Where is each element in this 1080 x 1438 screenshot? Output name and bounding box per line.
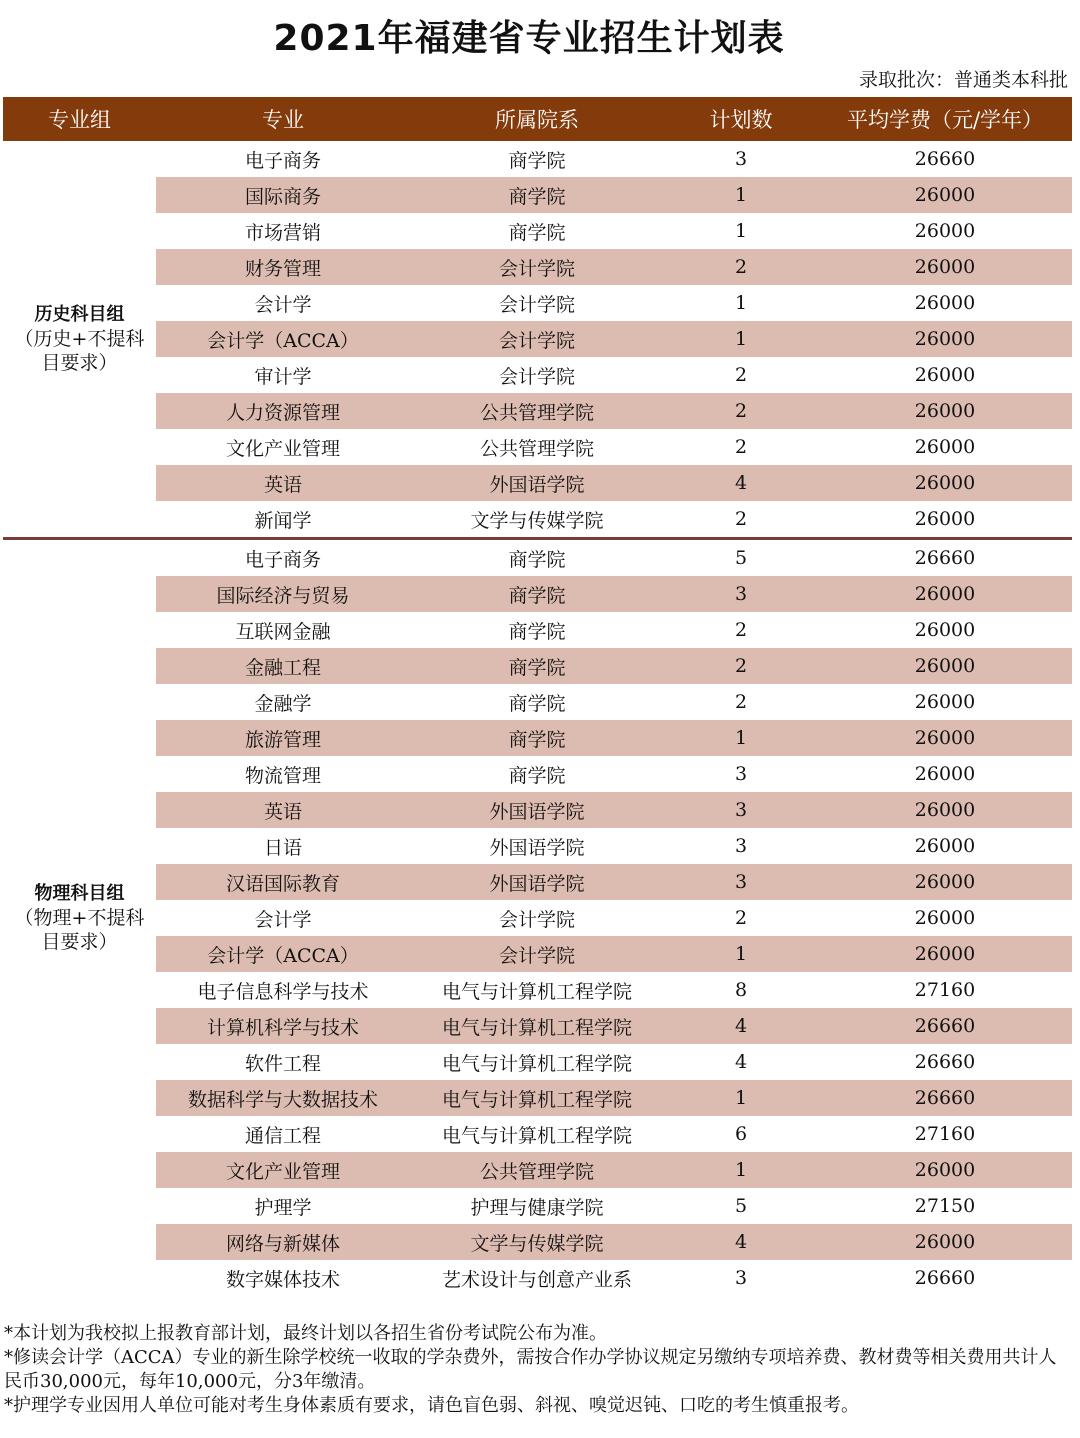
subject-group-requirement: （历史+不提科目要求） bbox=[14, 328, 145, 374]
major-cell: 新闻学 bbox=[254, 509, 312, 532]
table-row bbox=[156, 648, 1072, 684]
major-cell: 人力资源管理 bbox=[225, 401, 340, 424]
table-row bbox=[156, 1260, 1072, 1296]
major-cell: 软件工程 bbox=[244, 1052, 321, 1075]
table-row bbox=[156, 1080, 1072, 1116]
major-cell: 会计学（ACCA） bbox=[207, 944, 359, 967]
dept-cell: 护理与健康学院 bbox=[470, 1196, 604, 1219]
dept-cell: 公共管理学院 bbox=[479, 401, 594, 424]
major-cell: 日语 bbox=[263, 836, 302, 859]
table-row bbox=[156, 1152, 1072, 1188]
major-cell: 会计学 bbox=[254, 908, 312, 931]
plan-count-cell: 2 bbox=[734, 400, 748, 422]
tuition-cell: 26660 bbox=[914, 547, 976, 569]
tuition-cell: 26000 bbox=[914, 871, 976, 893]
plan-count-cell: 5 bbox=[734, 1195, 748, 1217]
major-cell: 金融学 bbox=[254, 692, 312, 715]
table-row bbox=[156, 429, 1072, 465]
tuition-cell: 26660 bbox=[914, 1015, 976, 1037]
major-rows bbox=[156, 141, 1072, 537]
tuition-cell: 26000 bbox=[914, 943, 976, 965]
tuition-cell: 26000 bbox=[914, 400, 976, 422]
plan-count-cell: 1 bbox=[734, 328, 748, 350]
admission-batch: 录取批次：普通类本科批 bbox=[858, 69, 1068, 91]
tuition-cell: 26660 bbox=[914, 1267, 976, 1289]
table-row bbox=[156, 213, 1072, 249]
table-row bbox=[156, 576, 1072, 612]
tuition-cell: 26000 bbox=[914, 835, 976, 857]
plan-count-cell: 2 bbox=[734, 256, 748, 278]
plan-count-cell: 3 bbox=[734, 148, 748, 170]
dept-cell: 外国语学院 bbox=[489, 800, 585, 823]
tuition-cell: 27160 bbox=[914, 1123, 976, 1145]
dept-cell: 电气与计算机工程学院 bbox=[441, 1016, 632, 1039]
subject-group-name: 历史科目组 bbox=[34, 304, 125, 325]
plan-count-cell: 3 bbox=[734, 799, 748, 821]
footnotes bbox=[4, 1322, 1070, 1418]
table-row bbox=[156, 285, 1072, 321]
major-cell: 文化产业管理 bbox=[225, 437, 340, 460]
dept-cell: 电气与计算机工程学院 bbox=[441, 1124, 632, 1147]
major-cell: 汉语国际教育 bbox=[225, 872, 340, 895]
dept-cell: 电气与计算机工程学院 bbox=[441, 980, 632, 1003]
tuition-cell: 26000 bbox=[914, 364, 976, 386]
major-cell: 电子信息科学与技术 bbox=[197, 980, 369, 1003]
tuition-cell: 26000 bbox=[914, 292, 976, 314]
subject-group-cell bbox=[3, 540, 156, 1296]
tuition-cell: 26000 bbox=[914, 799, 976, 821]
major-cell: 会计学（ACCA） bbox=[207, 329, 359, 352]
plan-count-cell: 2 bbox=[734, 619, 748, 641]
table-row bbox=[156, 864, 1072, 900]
tuition-cell: 26000 bbox=[914, 256, 976, 278]
major-cell: 电子商务 bbox=[244, 548, 321, 571]
major-cell: 市场营销 bbox=[244, 221, 321, 244]
dept-cell: 商学院 bbox=[508, 656, 566, 679]
page-title: 2021年福建省专业招生计划表 bbox=[273, 18, 785, 59]
table-row bbox=[156, 720, 1072, 756]
plan-count-cell: 8 bbox=[734, 979, 748, 1001]
major-cell: 护理学 bbox=[254, 1196, 312, 1219]
table-row bbox=[156, 357, 1072, 393]
table-row bbox=[156, 936, 1072, 972]
dept-cell: 会计学院 bbox=[498, 257, 575, 280]
tuition-cell: 26000 bbox=[914, 655, 976, 677]
plan-count-cell: 4 bbox=[734, 1231, 748, 1253]
tuition-cell: 27150 bbox=[914, 1195, 976, 1217]
dept-cell: 会计学院 bbox=[498, 329, 575, 352]
plan-count-cell: 1 bbox=[734, 292, 748, 314]
plan-count-cell: 1 bbox=[734, 220, 748, 242]
plan-count-cell: 3 bbox=[734, 871, 748, 893]
major-cell: 财务管理 bbox=[244, 257, 321, 280]
footnote: *护理学专业因用人单位可能对考生身体素质有要求，请色盲色弱、斜视、嗅觉迟钝、口吃的考生慎重报考。 bbox=[4, 1395, 859, 1416]
dept-cell: 外国语学院 bbox=[489, 473, 585, 496]
dept-cell: 商学院 bbox=[508, 620, 566, 643]
dept-cell: 商学院 bbox=[508, 584, 566, 607]
dept-cell: 商学院 bbox=[508, 764, 566, 787]
tuition-cell: 26000 bbox=[914, 691, 976, 713]
plan-count-cell: 3 bbox=[734, 583, 748, 605]
table-row bbox=[156, 972, 1072, 1008]
tuition-cell: 26000 bbox=[914, 1159, 976, 1181]
plan-count-cell: 1 bbox=[734, 727, 748, 749]
plan-count-cell: 2 bbox=[734, 364, 748, 386]
table-row bbox=[156, 141, 1072, 177]
tuition-cell: 26000 bbox=[914, 436, 976, 458]
table-row bbox=[156, 1188, 1072, 1224]
table-header bbox=[3, 97, 1072, 141]
major-cell: 互联网金融 bbox=[235, 620, 331, 643]
plan-count-cell: 1 bbox=[734, 1087, 748, 1109]
table-row bbox=[156, 501, 1072, 537]
tuition-cell: 26000 bbox=[914, 184, 976, 206]
plan-count-cell: 1 bbox=[734, 943, 748, 965]
major-cell: 国际经济与贸易 bbox=[216, 584, 350, 607]
dept-cell: 电气与计算机工程学院 bbox=[441, 1052, 632, 1075]
subject-group-section bbox=[3, 537, 1072, 1296]
major-cell: 英语 bbox=[263, 800, 302, 823]
tuition-cell: 26000 bbox=[914, 328, 976, 350]
subject-group-cell bbox=[3, 141, 156, 537]
dept-cell: 会计学院 bbox=[498, 944, 575, 967]
header-fee: 平均学费（元/学年） bbox=[846, 108, 1044, 132]
plan-count-cell: 4 bbox=[734, 1015, 748, 1037]
plan-count-cell: 5 bbox=[734, 547, 748, 569]
plan-count-cell: 4 bbox=[734, 472, 748, 494]
plan-count-cell: 3 bbox=[734, 835, 748, 857]
tuition-cell: 27160 bbox=[914, 979, 976, 1001]
table-row bbox=[156, 828, 1072, 864]
major-cell: 电子商务 bbox=[244, 149, 321, 172]
tuition-cell: 26000 bbox=[914, 727, 976, 749]
major-cell: 文化产业管理 bbox=[225, 1160, 340, 1183]
table-row bbox=[156, 756, 1072, 792]
enrollment-plan-table bbox=[3, 97, 1072, 1296]
dept-cell: 商学院 bbox=[508, 149, 566, 172]
major-cell: 计算机科学与技术 bbox=[206, 1016, 359, 1039]
dept-cell: 商学院 bbox=[508, 692, 566, 715]
dept-cell: 艺术设计与创意产业系 bbox=[441, 1268, 632, 1291]
table-row bbox=[156, 465, 1072, 501]
tuition-cell: 26000 bbox=[914, 583, 976, 605]
plan-count-cell: 2 bbox=[734, 655, 748, 677]
subject-group-name: 物理科目组 bbox=[34, 883, 125, 904]
dept-cell: 商学院 bbox=[508, 548, 566, 571]
table-row bbox=[156, 1008, 1072, 1044]
dept-cell: 外国语学院 bbox=[489, 836, 585, 859]
tuition-cell: 26000 bbox=[914, 619, 976, 641]
table-row bbox=[156, 1224, 1072, 1260]
table-row bbox=[156, 177, 1072, 213]
tuition-cell: 26000 bbox=[914, 220, 976, 242]
major-cell: 英语 bbox=[263, 473, 302, 496]
table-row bbox=[156, 1044, 1072, 1080]
major-rows bbox=[156, 540, 1072, 1296]
tuition-cell: 26660 bbox=[914, 1087, 976, 1109]
major-cell: 会计学 bbox=[254, 293, 312, 316]
tuition-cell: 26000 bbox=[914, 763, 976, 785]
header-major: 专业 bbox=[262, 108, 304, 132]
major-cell: 审计学 bbox=[254, 365, 312, 388]
tuition-cell: 26000 bbox=[914, 508, 976, 530]
table-body bbox=[3, 141, 1072, 1296]
plan-count-cell: 2 bbox=[734, 508, 748, 530]
dept-cell: 文学与传媒学院 bbox=[470, 509, 604, 532]
dept-cell: 电气与计算机工程学院 bbox=[441, 1088, 632, 1111]
tuition-cell: 26660 bbox=[914, 1051, 976, 1073]
table-row bbox=[156, 684, 1072, 720]
tuition-cell: 26660 bbox=[914, 148, 976, 170]
table-row bbox=[156, 792, 1072, 828]
dept-cell: 公共管理学院 bbox=[479, 437, 594, 460]
header-dept: 所属院系 bbox=[495, 108, 579, 132]
plan-count-cell: 2 bbox=[734, 907, 748, 929]
plan-count-cell: 6 bbox=[734, 1123, 748, 1145]
major-cell: 数据科学与大数据技术 bbox=[187, 1088, 378, 1111]
plan-count-cell: 1 bbox=[734, 1159, 748, 1181]
dept-cell: 会计学院 bbox=[498, 293, 575, 316]
plan-count-cell: 4 bbox=[734, 1051, 748, 1073]
dept-cell: 外国语学院 bbox=[489, 872, 585, 895]
header-plan: 计划数 bbox=[709, 108, 773, 132]
header-group: 专业组 bbox=[48, 108, 111, 132]
table-row bbox=[156, 321, 1072, 357]
table-row bbox=[156, 249, 1072, 285]
plan-count-cell: 2 bbox=[734, 436, 748, 458]
tuition-cell: 26000 bbox=[914, 1231, 976, 1253]
major-cell: 网络与新媒体 bbox=[225, 1232, 340, 1255]
dept-cell: 公共管理学院 bbox=[479, 1160, 594, 1183]
major-cell: 物流管理 bbox=[244, 764, 321, 787]
major-cell: 数字媒体技术 bbox=[225, 1268, 340, 1291]
major-cell: 旅游管理 bbox=[244, 728, 321, 751]
plan-count-cell: 3 bbox=[734, 763, 748, 785]
subject-group-requirement: （物理+不提科目要求） bbox=[14, 907, 145, 953]
dept-cell: 商学院 bbox=[508, 728, 566, 751]
dept-cell: 会计学院 bbox=[498, 365, 575, 388]
dept-cell: 文学与传媒学院 bbox=[470, 1232, 604, 1255]
dept-cell: 会计学院 bbox=[498, 908, 575, 931]
footnote: *本计划为我校拟上报教育部计划，最终计划以各招生省份考试院公布为准。 bbox=[4, 1323, 607, 1344]
major-cell: 通信工程 bbox=[244, 1124, 321, 1147]
table-row bbox=[156, 900, 1072, 936]
table-row bbox=[156, 393, 1072, 429]
major-cell: 国际商务 bbox=[244, 185, 321, 208]
tuition-cell: 26000 bbox=[914, 472, 976, 494]
plan-count-cell: 3 bbox=[734, 1267, 748, 1289]
table-row bbox=[156, 1116, 1072, 1152]
plan-count-cell: 1 bbox=[734, 184, 748, 206]
dept-cell: 商学院 bbox=[508, 221, 566, 244]
dept-cell: 商学院 bbox=[508, 185, 566, 208]
table-row bbox=[156, 612, 1072, 648]
subject-group-section bbox=[3, 141, 1072, 537]
major-cell: 金融工程 bbox=[244, 656, 321, 679]
tuition-cell: 26000 bbox=[914, 907, 976, 929]
plan-count-cell: 2 bbox=[734, 691, 748, 713]
footnote: *修读会计学（ACCA）专业的新生除学校统一收取的学杂费外，需按合作办学协议规定另缴纳专项培养费、教材费等相关费用共计人民币30,000元，每年10,000元，分3年缴清。 bbox=[4, 1347, 1057, 1392]
table-row bbox=[156, 540, 1072, 576]
